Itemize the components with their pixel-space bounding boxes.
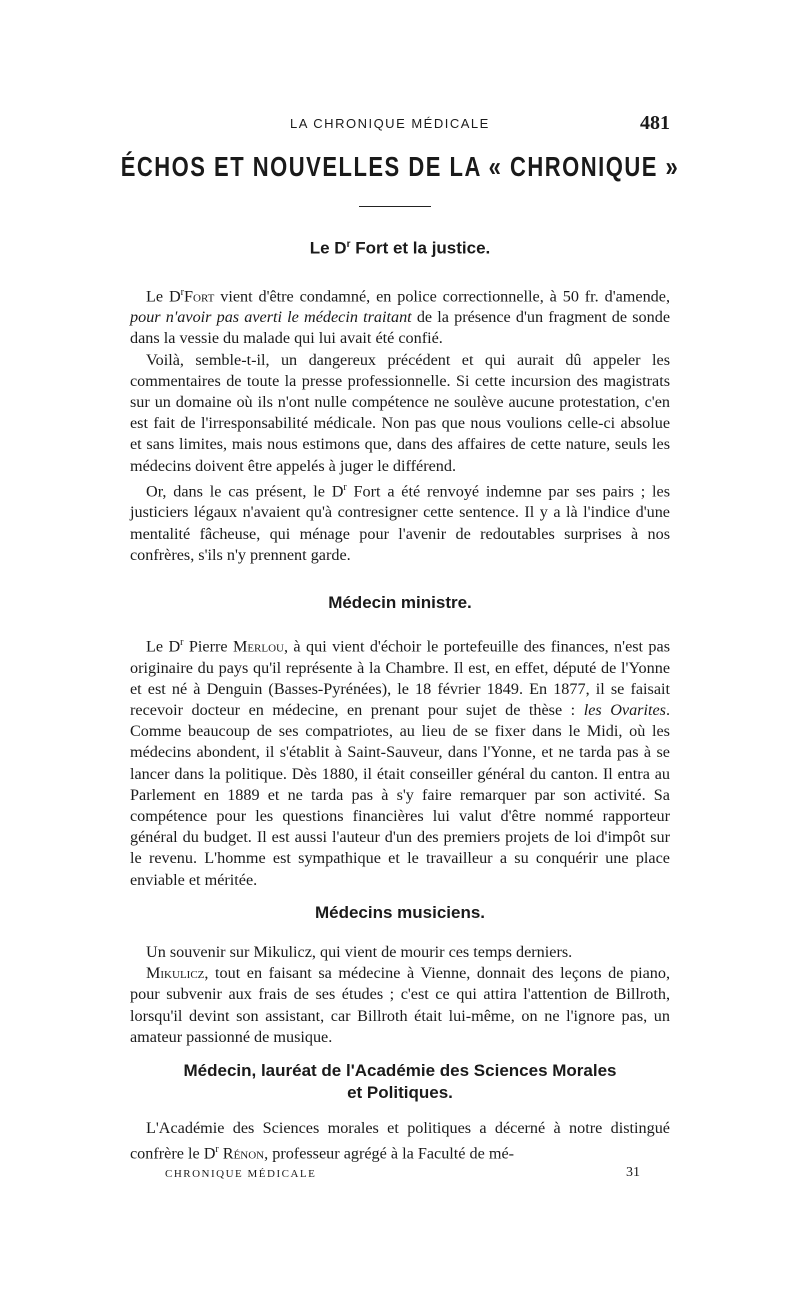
section-title: Médecin ministre.	[328, 593, 472, 612]
footer-number: 31	[626, 1165, 640, 1180]
paragraph: Le $D^rFort$ vient d'être condamné, en police correctionnelle, à 50 fr. d'amende, pour n'avoir pas averti le médecin traitant de la présence d'un fragment de sonde dans la vessie du malade qui lui avait été confié.	[130, 286, 671, 348]
paragraph: L'Académie des Sciences morales et politiques a décerné à notre distingué confrère le $D^r$ Rénon, professeur agrégé à la Faculté de mé-	[130, 1119, 670, 1163]
paragraph: Mikulicz, tout en faisant sa médecine à Vienne, donnait des leçons de piano, pour subvenir aux frais de ses études ; c'est ce qui attira l'attention de Billroth, lorsqu'il devint son assistant, car Billroth était lui-même, on ne l'ignore pas, un amateur passionné de musique.	[130, 964, 670, 1046]
section-title: Le $D^r$ Fort et la justice.	[309, 238, 491, 258]
running-head: LA CHRONIQUE MÉDICALE	[290, 116, 490, 131]
section-medecin-ministre	[130, 592, 670, 891]
section-laureat-academie	[130, 1060, 670, 1165]
paragraph: Le $D^r$ Pierre Merlou, à qui vient d'échoir le portefeuille des finances, n'est pas originaire du pays qu'il représente à la Chambre. Il est, en effet, député de l'Yonne et est né à Denguin (Basses-Pyrénées), le 18 février 1849. En 1877, il se faisait recevoir docteur en médecine, en prenant pour sujet de thèse : les Ovarites. Comme beaucoup de ses compatriotes, au lieu de se fixer dans le Midi, où les médecins abondent, il s'établit à Saint-Sauveur, dans l'Yonne, et ne tarda pas à se lancer dans la politique. Dès 1880, il était conseiller général du canton. Il entra au Parlement en 1889 et ne tarda pas à s'y faire remarquer par son activité. Sa compétence pour les questions financières lui valut d'être nommé rapporteur général du budget. Il est aussi l'auteur d'un des premiers projets de loi d'impôt sur le revenu. L'homme est sympathique et le travailleur a su conquérir une place enviable et méritée.	[130, 637, 671, 889]
paragraph: Or, dans le cas présent, le $D^r$ Fort a été renvoyé indemne par ses pairs ; les justiciers légaux n'avaient qu'à contresigner cette sentence. Il y a là l'indice d'une mentalité fâcheuse, qui ménage pour l'avenir de redoutables surprises à nos confrères, s'ils n'y prennent garde.	[130, 481, 670, 564]
section-title: Médecin, lauréat de l'Académie des Sciences Morales et Politiques.	[183, 1061, 617, 1102]
title-divider	[359, 206, 431, 207]
footer-signature: CHRONIQUE MÉDICALE	[165, 1168, 317, 1180]
section-title: Médecins musiciens.	[314, 903, 486, 922]
paragraph: Un souvenir sur Mikulicz, qui vient de mourir ces temps derniers.	[146, 943, 573, 961]
section-medecins-musiciens	[130, 902, 670, 1048]
main-title: ÉCHOS ET NOUVELLES DE LA « CHRONIQUE »	[120, 150, 680, 182]
section-fort-justice	[130, 234, 670, 566]
page-header	[140, 112, 670, 138]
page-number: 481	[640, 112, 670, 134]
page-footer	[165, 1165, 640, 1185]
paragraph: Voilà, semble-t-il, un dangereux précédent et qui aurait dû appeler les commentaires de toute la presse professionnelle. Si cette incursion des magistrats sur un domaine où ils n'ont nulle compétence ne soulève aucune protestation, c'en est fait de l'irresponsabilité médicale. Non pas que nous voulions celle-ci absolue et sans limites, mais nous estimons que, dans des affaires de cette nature, seuls les médecins doivent être appelés à juger le différend.	[130, 350, 670, 475]
